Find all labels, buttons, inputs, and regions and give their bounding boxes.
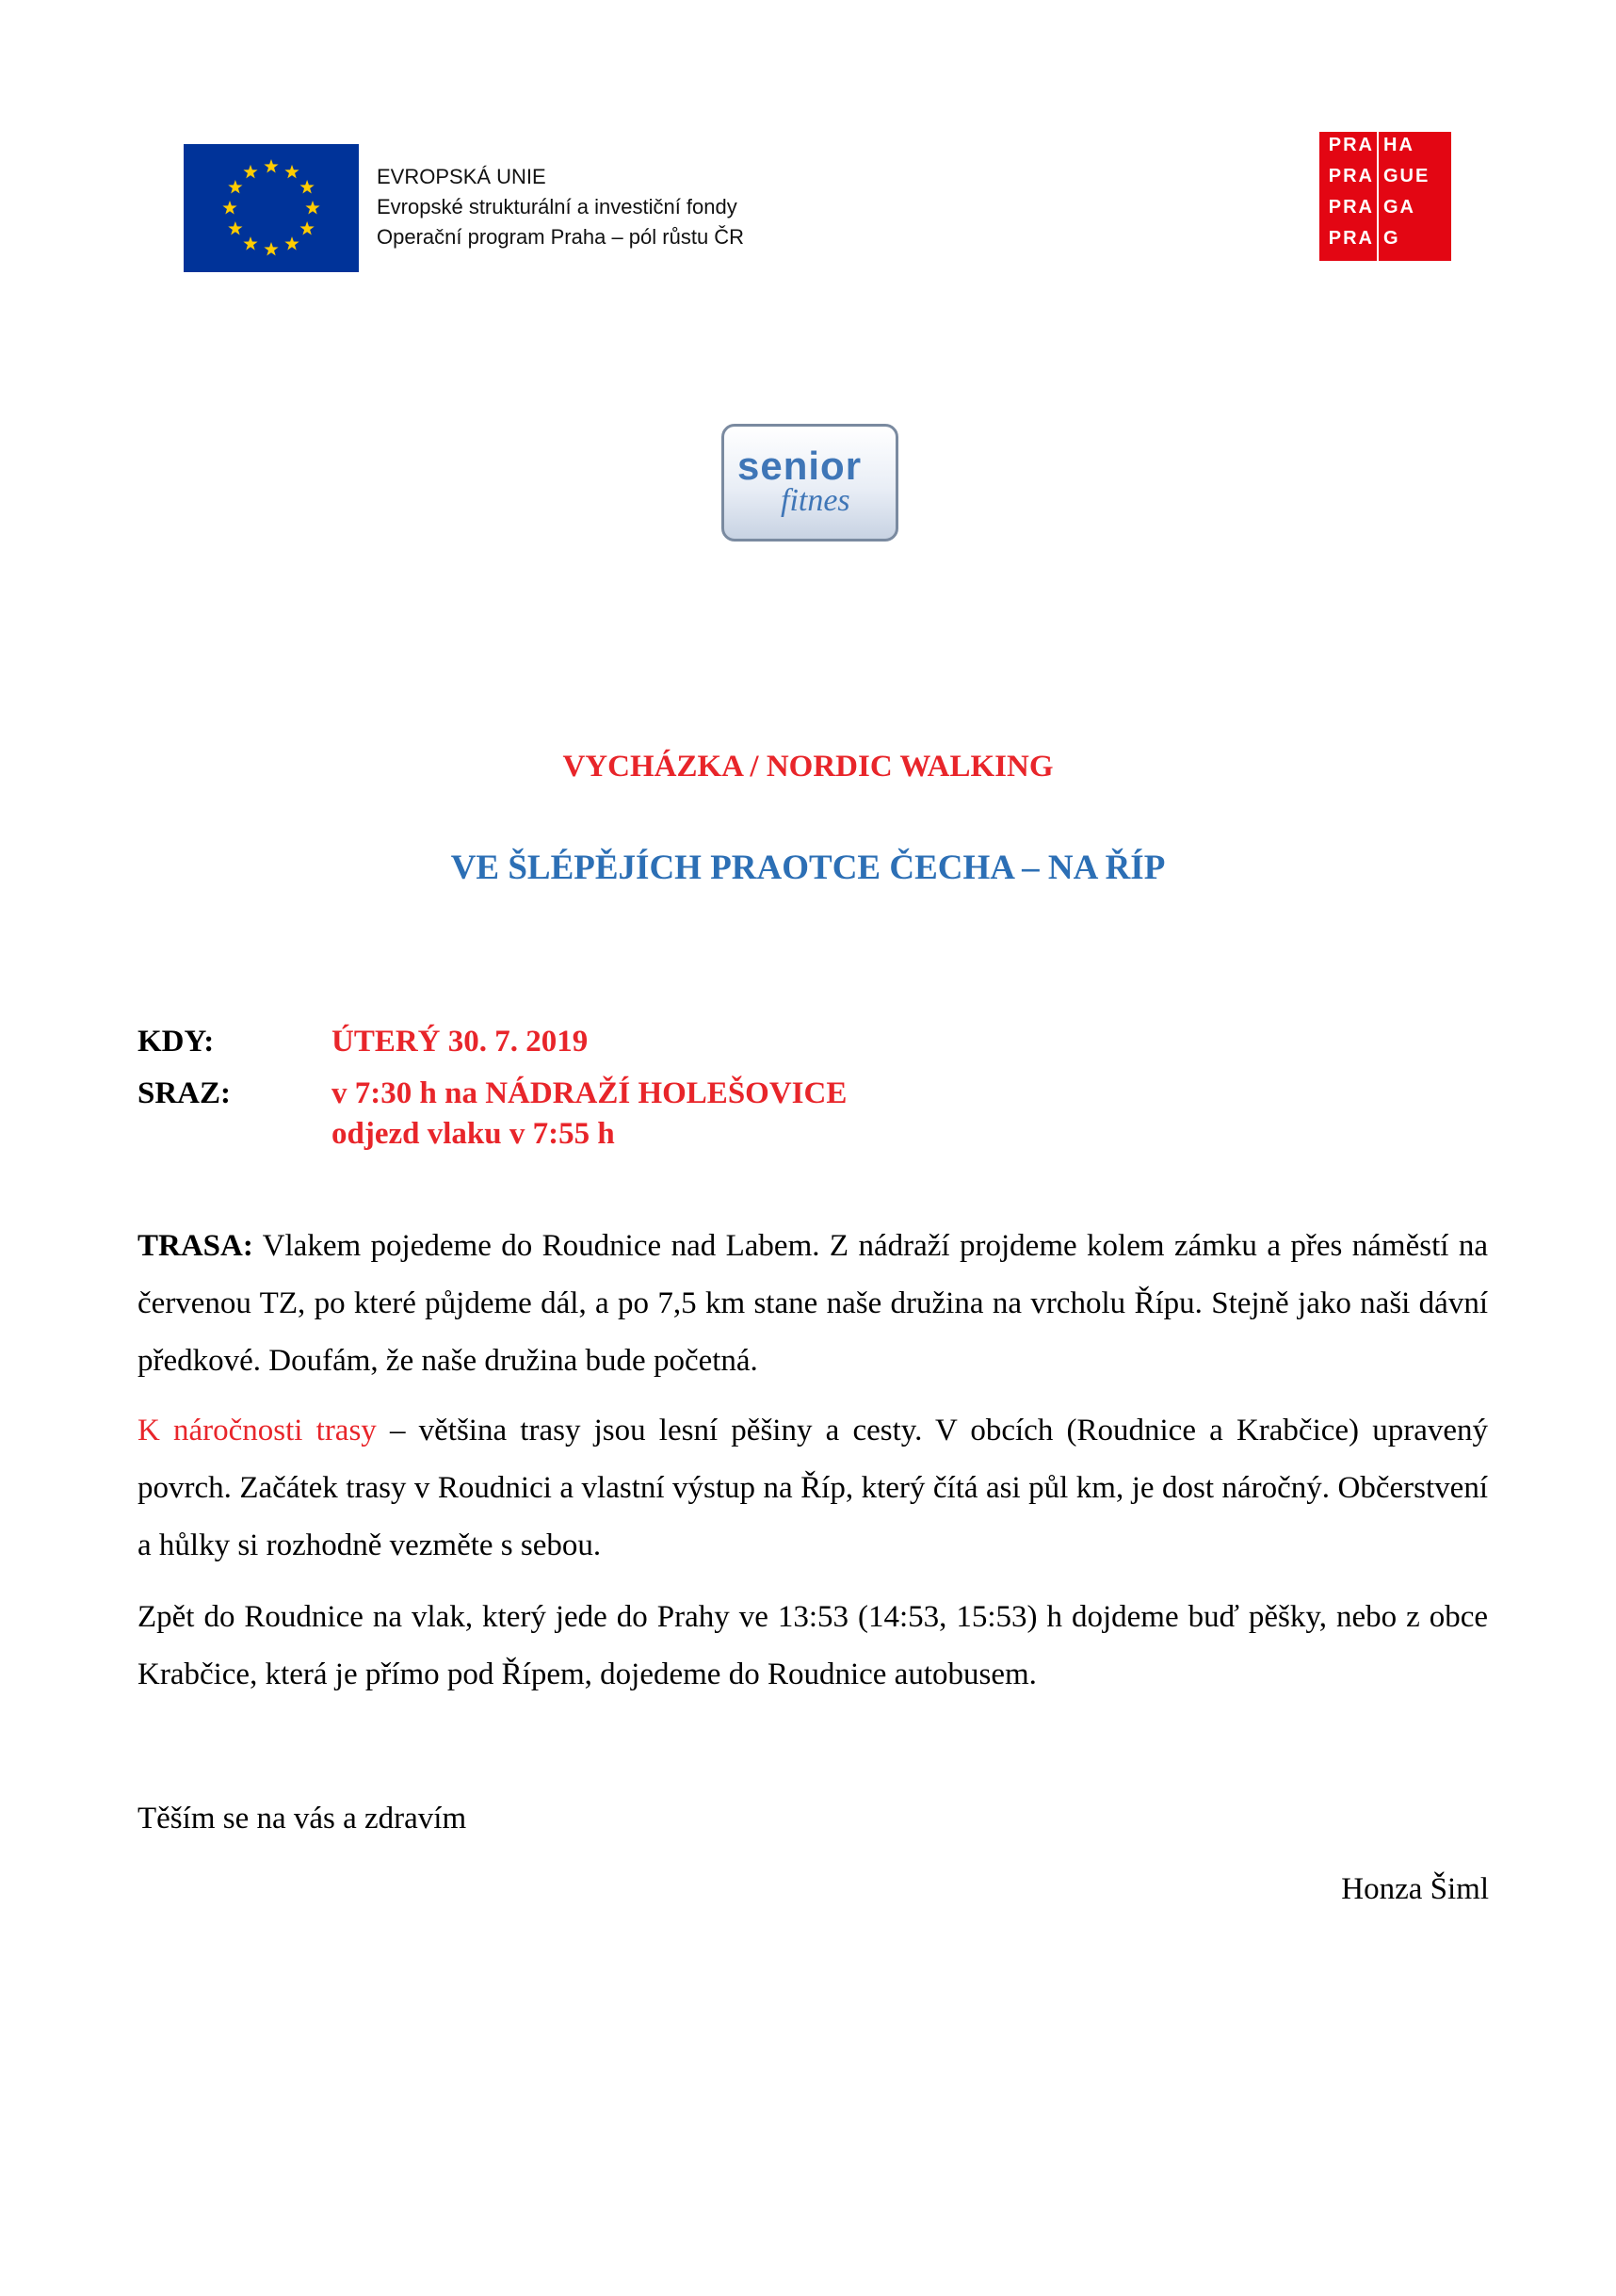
logo-word-fitnes: fitnes	[781, 483, 850, 518]
praha-row-left: PRA	[1328, 197, 1374, 218]
eu-flag-logo	[184, 144, 359, 272]
meet-value-train: odjezd vlaku v 7:55 h	[331, 1117, 615, 1151]
praha-row	[1319, 166, 1451, 194]
senior-fitnes-logo	[721, 424, 898, 542]
when-label: KDY:	[137, 1025, 215, 1059]
difficulty-paragraph	[137, 1402, 1488, 1575]
eu-line-3: Operační program Praha – pól růstu ČR	[377, 225, 745, 249]
praha-row-left: PRA	[1328, 135, 1374, 155]
eu-stars-icon	[184, 144, 359, 272]
eu-star-icon	[243, 236, 257, 250]
event-name-title: VE ŠLÉPĚJÍCH PRAOTCE ČECHA – NA ŘÍP	[450, 849, 1166, 887]
praha-row	[1319, 135, 1451, 163]
praha-row-left: PRA	[1328, 228, 1374, 249]
difficulty-label: K náročnosti trasy	[137, 1414, 377, 1447]
signature: Honza Šiml	[1341, 1872, 1489, 1906]
route-label: TRASA:	[137, 1229, 253, 1263]
eu-line-2: Evropské strukturální a investiční fondy	[377, 195, 737, 218]
event-type-title: VYCHÁZKA / NORDIC WALKING	[562, 750, 1054, 784]
eu-star-icon	[228, 180, 242, 193]
eu-star-icon	[264, 159, 278, 172]
eu-star-icon	[305, 201, 319, 214]
eu-star-icon	[284, 165, 299, 178]
praha-row-right: GA	[1383, 197, 1415, 218]
praha-row-right: HA	[1383, 135, 1414, 155]
route-text: Vlakem pojedeme do Roudnice nad Labem. Z nádraží projdeme kolem zámku a přes náměstí na červenou TZ, po které půjdeme dál, a po 7,5 km stane naše družina na vrcholu Řípu. Stejně jako naši dávní předkové. Doufám, že naše družina bude početná.	[137, 1229, 1488, 1378]
greeting: Těším se na vás a zdravím	[137, 1802, 467, 1835]
praha-row	[1319, 228, 1451, 256]
eu-text-block	[377, 162, 744, 252]
eu-star-icon	[284, 236, 299, 250]
eu-line-1: EVROPSKÁ UNIE	[377, 165, 546, 188]
eu-star-icon	[300, 221, 315, 234]
when-value: ÚTERÝ 30. 7. 2019	[331, 1025, 589, 1059]
route-paragraph	[137, 1218, 1488, 1390]
difficulty-text: – většina trasy jsou lesní pěšiny a cesty. V obcích (Roudnice a Krabčice) upravený povrch. Začátek trasy v Roudnici a vlastní výstup na Říp, který čítá asi půl km, je dost náročný. Občerstvení a hůlky si rozhodně vezměte s sebou.	[137, 1414, 1488, 1562]
eu-star-icon	[243, 165, 257, 178]
return-paragraph: Zpět do Roudnice na vlak, který jede do Prahy ve 13:53 (14:53, 15:53) h dojdeme buď pěšky, nebo z obce Krabčice, která je přímo pod Řípem, dojedeme do Roudnice autobusem.	[137, 1600, 1488, 1691]
praha-row-left: PRA	[1328, 166, 1374, 186]
eu-star-icon	[264, 242, 278, 255]
meet-value: v 7:30 h na NÁDRAŽÍ HOLEŠOVICE	[331, 1076, 848, 1110]
logo-word-senior: senior	[737, 444, 863, 488]
praha-row-right: G	[1383, 228, 1400, 249]
praha-logo	[1319, 132, 1451, 261]
eu-star-icon	[228, 221, 242, 234]
praha-row-right: GUE	[1383, 166, 1430, 186]
eu-star-icon	[222, 201, 236, 214]
praha-row	[1319, 197, 1451, 225]
meet-label: SRAZ:	[137, 1076, 232, 1110]
eu-star-icon	[300, 180, 315, 193]
